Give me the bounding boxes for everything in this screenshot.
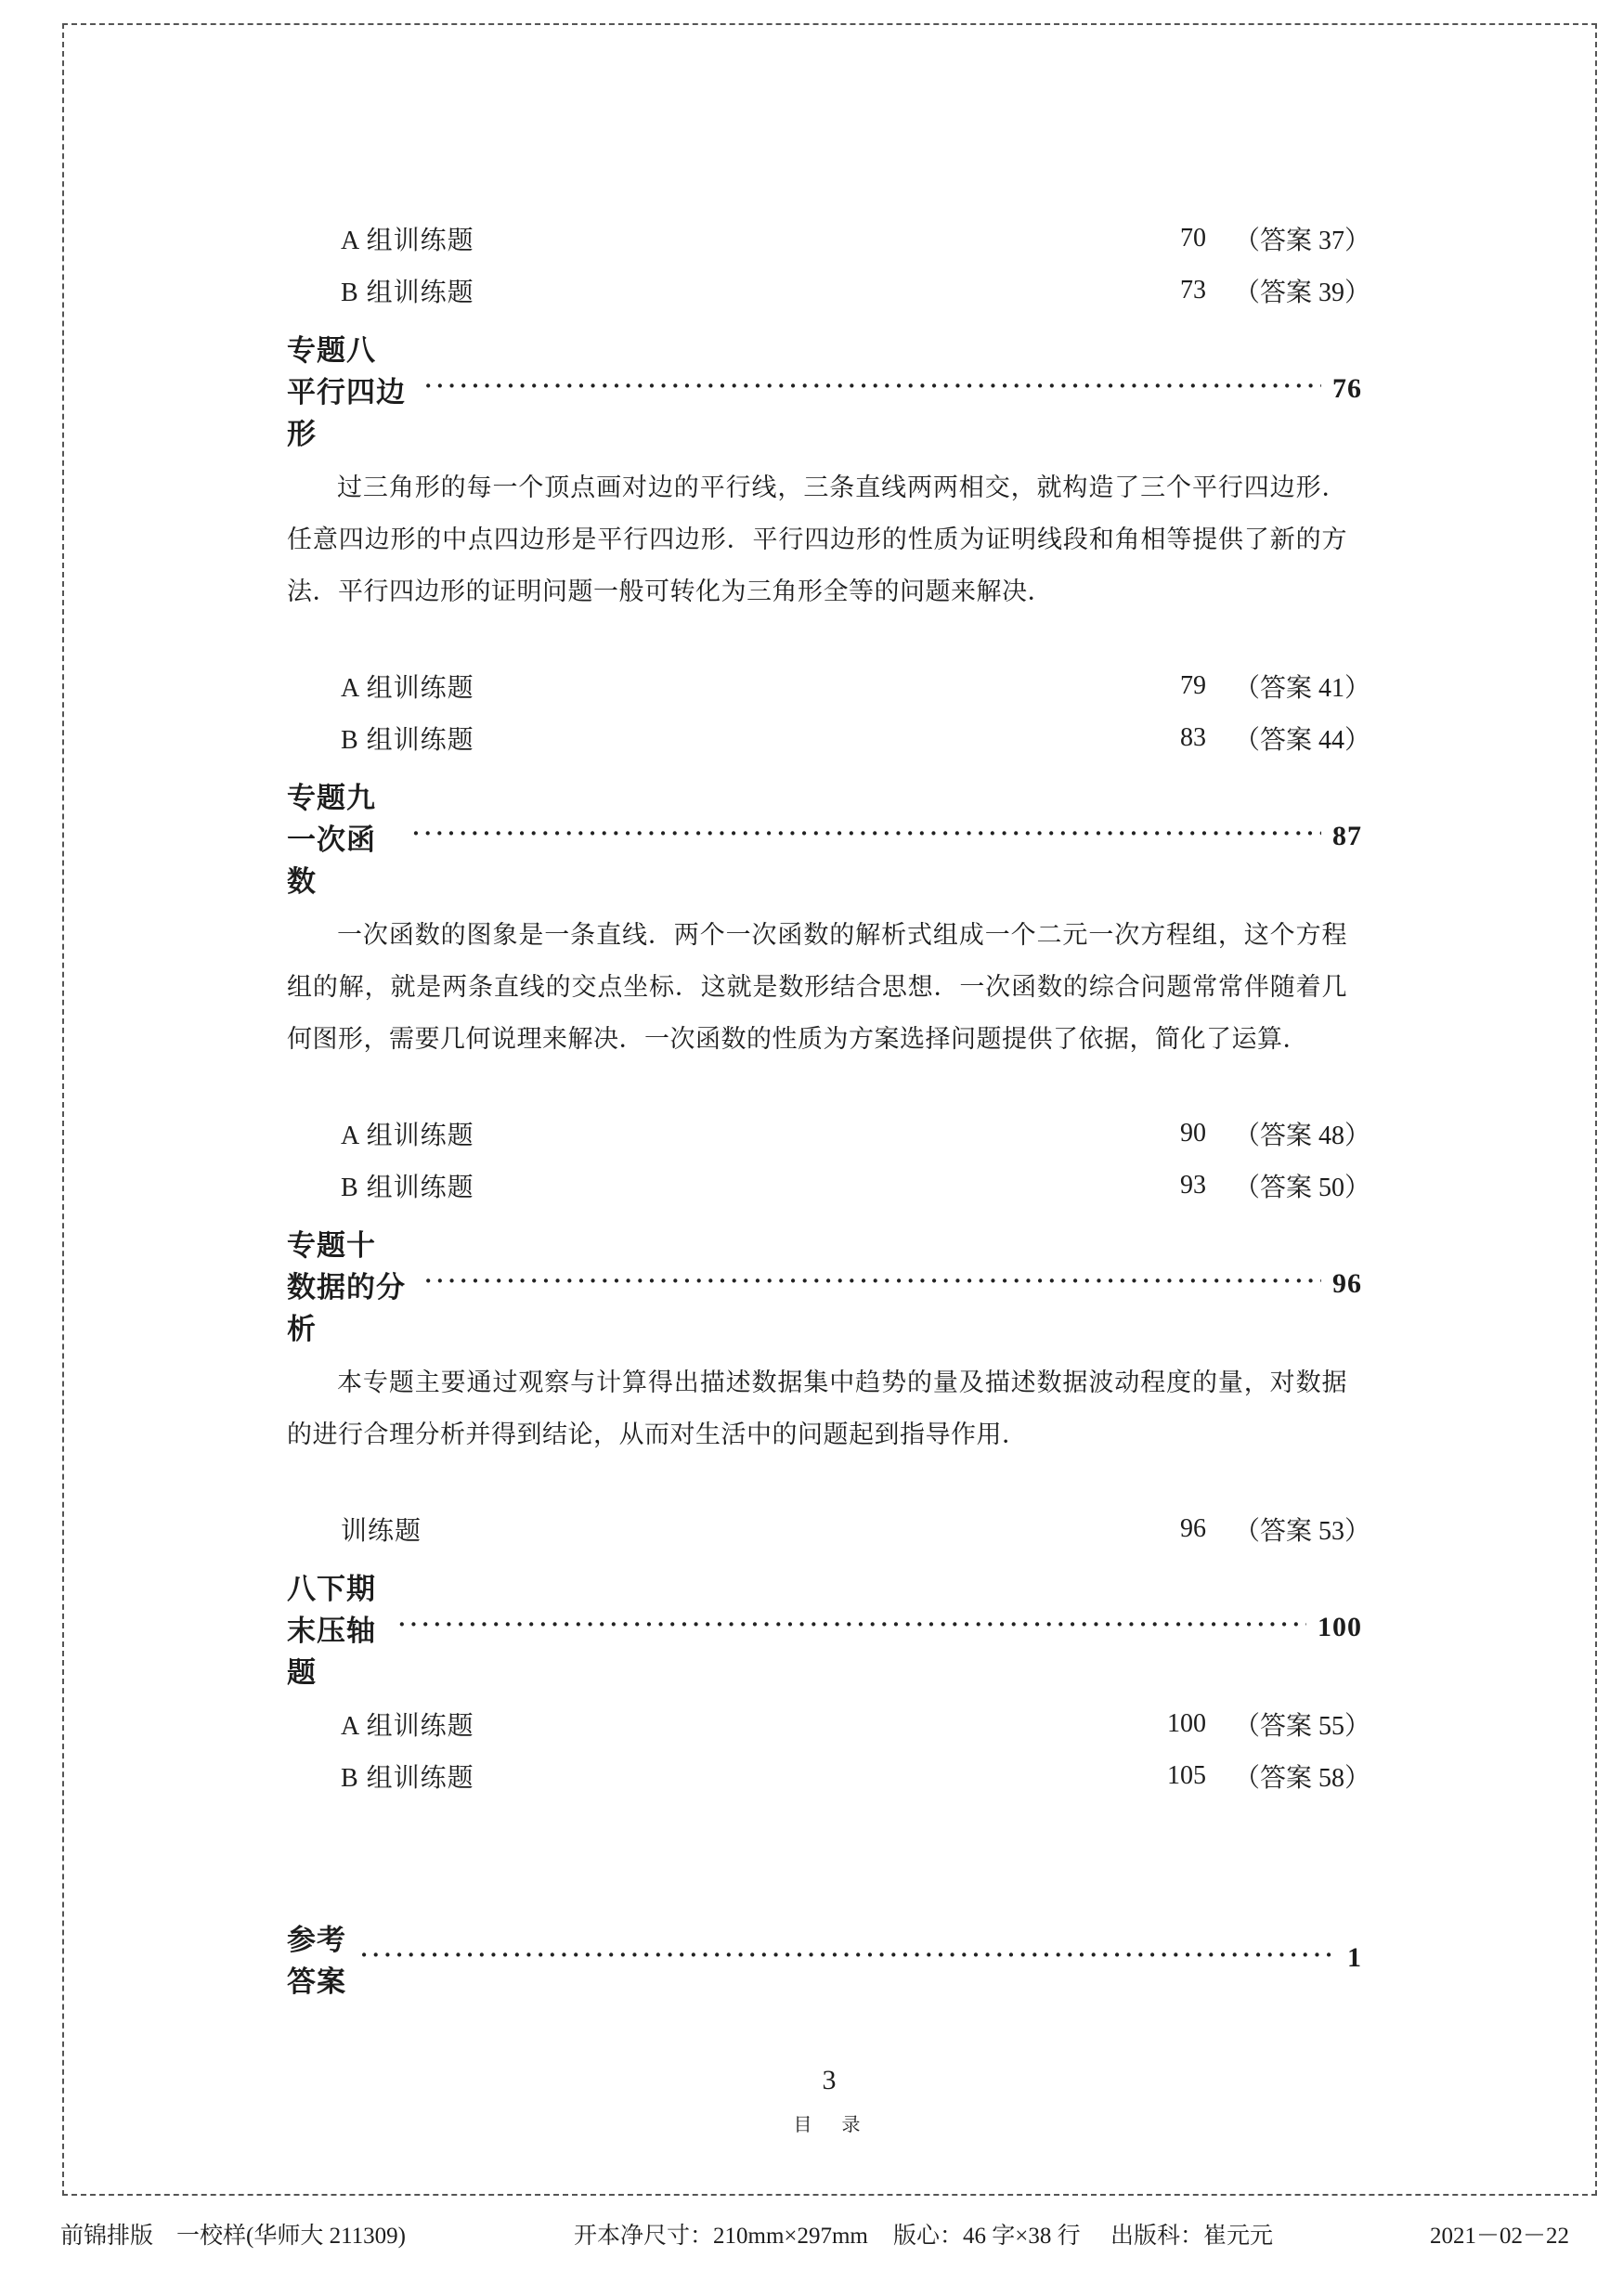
toc-section-title: 专题八 平行四边形: [287, 333, 406, 450]
toc-entry-answer-ref: （答案 37）: [1234, 227, 1371, 255]
toc-entry-group-topic10: [287, 1503, 1438, 1555]
toc-section-header-topic10: [287, 1228, 1362, 1345]
toc-section-header-answers: [287, 1924, 1362, 1998]
proof-slug-line: [0, 2217, 1623, 2254]
toc-section-page-number: 76: [1332, 373, 1362, 404]
toc-entry-answer-ref: （答案 39）: [1234, 279, 1371, 307]
toc-entry-label: A 组训练题: [341, 674, 474, 703]
toc-entry-row: [287, 1698, 1438, 1750]
toc-entry-row: [287, 1160, 1438, 1212]
toc-entry-row: [287, 213, 1438, 265]
toc-section-title: 参考答案: [287, 1924, 346, 1998]
toc-section-header-topic8: [287, 333, 1362, 450]
toc-section-title: 专题十 数据的分析: [287, 1228, 406, 1345]
dot-leader: [424, 361, 1321, 417]
toc-entry-label: B 组训练题: [341, 726, 474, 755]
running-section-label: 目 录: [793, 2115, 866, 2135]
dot-leader: [424, 1256, 1321, 1312]
typesetter-proof-info: 前锦排版 一校样(华师大 211309): [60, 2224, 406, 2249]
toc-section-header-topic9: [287, 781, 1362, 898]
toc-entry-page-number: 105: [1167, 1761, 1206, 1790]
toc-entry-label: A 组训练题: [341, 1712, 474, 1741]
publishing-dept-info: 出版科：崔元元: [1110, 2224, 1274, 2249]
toc-entry-label: 训练题: [341, 1517, 422, 1546]
toc-entry-group-topic9: [287, 1108, 1438, 1212]
toc-entry-row: [287, 660, 1438, 712]
toc-entry-row: [287, 1503, 1438, 1555]
toc-entry-label: A 组训练题: [341, 227, 474, 255]
toc-section-intro: 一次函数的图象是一条直线．两个一次函数的解析式组成一个二元一次方程组，这个方程组的解，就是两条直线的交点坐标．这就是数形结合思想．一次函数的综合问题常常伴随着几何图形，需要几何说理来解决．一次函数的性质为方案选择问题提供了依据，简化了运算．: [287, 921, 1347, 1053]
toc-entry-row: [287, 265, 1438, 317]
toc-entry-group-previous-section: [287, 213, 1438, 317]
toc-entry-page-number: 70: [1180, 224, 1206, 253]
toc-entry-row: [287, 1108, 1438, 1160]
toc-entry-page-number: 90: [1180, 1119, 1206, 1148]
toc-section-title: 八下期末压轴题: [287, 1572, 376, 1689]
toc-entry-answer-ref: （答案 55）: [1234, 1712, 1371, 1741]
toc-entry-answer-ref: （答案 50）: [1234, 1174, 1371, 1202]
toc-entry-page-number: 96: [1180, 1514, 1206, 1543]
toc-entry-answer-ref: （答案 58）: [1234, 1764, 1371, 1793]
toc-entry-answer-ref: （答案 41）: [1234, 674, 1371, 703]
dot-leader: [360, 1930, 1336, 1986]
toc-entry-answer-ref: （答案 44）: [1234, 726, 1371, 755]
toc-entry-page-number: 100: [1167, 1709, 1206, 1738]
toc-entry-group-final-exam: [287, 1698, 1438, 1802]
toc-section-page-number: 87: [1332, 821, 1362, 851]
toc-entry-row: [287, 712, 1438, 764]
sheet-footer: [64, 2065, 1595, 2136]
toc-section-page-number: 100: [1318, 1612, 1362, 1642]
toc-section-intro: 本专题主要通过观察与计算得出描述数据集中趋势的量及描述数据波动程度的量，对数据的进行合理分析并得到结论，从而对生活中的问题起到指导作用．: [287, 1369, 1347, 1448]
page-dashed-frame: [62, 23, 1597, 2196]
toc-entry-page-number: 83: [1180, 723, 1206, 752]
toc-section-title: 专题九 一次函数: [287, 781, 406, 898]
toc-entry-label: A 组训练题: [341, 1122, 474, 1150]
dot-leader: [397, 1600, 1306, 1655]
toc-entry-page-number: 93: [1180, 1171, 1206, 1200]
toc-entry-page-number: 79: [1180, 671, 1206, 700]
toc-section-header-final-exam: [287, 1572, 1362, 1689]
proof-date: 2021－02－22: [1429, 2224, 1569, 2249]
toc-entry-answer-ref: （答案 48）: [1234, 1122, 1371, 1150]
toc-entry-label: B 组训练题: [341, 1174, 474, 1202]
toc-section-intro: 过三角形的每一个顶点画对边的平行线，三条直线两两相交，就构造了三个平行四边形．任意四边形的中点四边形是平行四边形．平行四边形的性质为证明线段和角相等提供了新的方法．平行四边形的证明问题一般可转化为三角形全等的问题来解决．: [287, 473, 1347, 605]
trim-size-info: 开本净尺寸：210mm×297mm: [574, 2224, 868, 2249]
toc-entry-label: B 组训练题: [341, 1764, 474, 1793]
toc-entry-answer-ref: （答案 53）: [1234, 1517, 1371, 1546]
toc-section-page-number: 96: [1332, 1268, 1362, 1299]
toc-entry-group-topic8: [287, 660, 1438, 764]
toc-section-page-number: 1: [1347, 1942, 1362, 1973]
toc-entry-label: B 组训练题: [341, 279, 474, 307]
dot-leader: [412, 809, 1321, 864]
toc-entry-row: [287, 1750, 1438, 1802]
type-area-info: 版心：46 字×38 行: [893, 2224, 1081, 2249]
toc-content: [287, 25, 1438, 1998]
toc-entry-page-number: 73: [1180, 276, 1206, 305]
page-number: 3: [822, 2065, 837, 2095]
